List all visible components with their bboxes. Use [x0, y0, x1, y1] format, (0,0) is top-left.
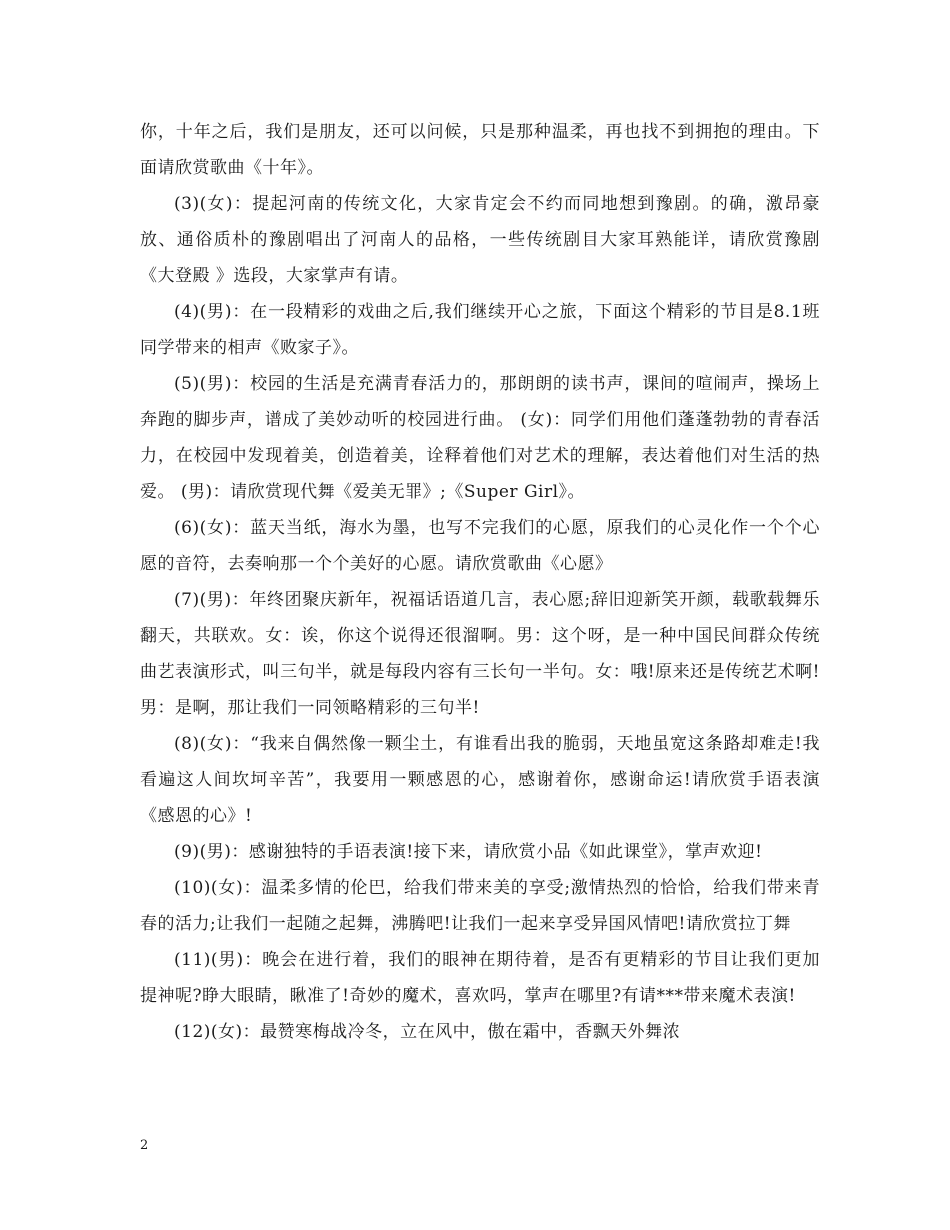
paragraph-8: (9)(男)：感谢独特的手语表演!接下来，请欣赏小品《如此课堂》，掌声欢迎! [174, 842, 763, 862]
paragraph-2: (3)(女)：提起河南的传统文化，大家肯定会不约而同地想到豫剧。的确，激昂豪放、通俗质朴的豫剧唱出了河南人的品格，一些传统剧目大家耳熟能详，请欣赏豫剧《大登殿 》选段，大家掌声有请。 [140, 194, 820, 286]
paragraph-7: (8)(女)：“我来自偶然像一颗尘土，有谁看出我的脆弱，天地虽宽这条路却难走!我看遍这人间坎坷辛苦”，我要用一颗感恩的心，感谢着你，感谢命运!请欣赏手语表演《感恩的心》! [140, 734, 820, 826]
paragraph-11: (12)(女)：最赞寒梅战冷冬，立在风中，傲在霜中，香飘天外舞浓 [174, 1022, 681, 1042]
paragraph-6: (7)(男)：年终团聚庆新年，祝福话语道几言，表心愿;辞旧迎新笑开颜，载歌载舞乐翻天，共联欢。女：诶，你这个说得还很溜啊。男：这个呀，是一种中国民间群众传统曲艺表演形式，叫三句半，就是每段内容有三长句一半句。女：哦!原来还是传统艺术啊!男：是啊，那让我们一同领略精彩的三句半! [140, 590, 820, 718]
page-number: 2 [140, 1138, 149, 1153]
paragraph-1: 你，十年之后，我们是朋友，还可以问候，只是那种温柔，再也找不到拥抱的理由。下面请欣赏歌曲《十年》。 [140, 122, 820, 178]
paragraph-4: (5)(男)：校园的生活是充满青春活力的，那朗朗的读书声，课间的喧闹声，操场上奔跑的脚步声，谱成了美妙动听的校园进行曲。 (女)：同学们用他们蓬蓬勃勃的青春活力，在校园中发现着美，创造着美，诠释着他们对艺术的理解，表达着他们对生活的热爱。 (男)：请欣赏现代舞《爱美无罪》;《Super Girl》。 [140, 374, 820, 502]
document-body [140, 114, 820, 1050]
paragraph-3: (4)(男)：在一段精彩的戏曲之后,我们继续开心之旅，下面这个精彩的节目是8.1班同学带来的相声《败家子》。 [140, 302, 820, 358]
paragraph-10: (11)(男)：晚会在进行着，我们的眼神在期待着，是否有更精彩的节目让我们更加提神呢?睁大眼睛，瞅准了!奇妙的魔术，喜欢吗，掌声在哪里?有请***带来魔术表演! [140, 950, 820, 1006]
paragraph-5: (6)(女)：蓝天当纸，海水为墨，也写不完我们的心愿，原我们的心灵化作一个个心愿的音符，去奏响那一个个美好的心愿。请欣赏歌曲《心愿》 [140, 518, 820, 574]
paragraph-9: (10)(女)：温柔多情的伦巴，给我们带来美的享受;激情热烈的恰恰，给我们带来青春的活力;让我们一起随之起舞，沸腾吧!让我们一起来享受异国风情吧!请欣赏拉丁舞 [140, 878, 820, 934]
